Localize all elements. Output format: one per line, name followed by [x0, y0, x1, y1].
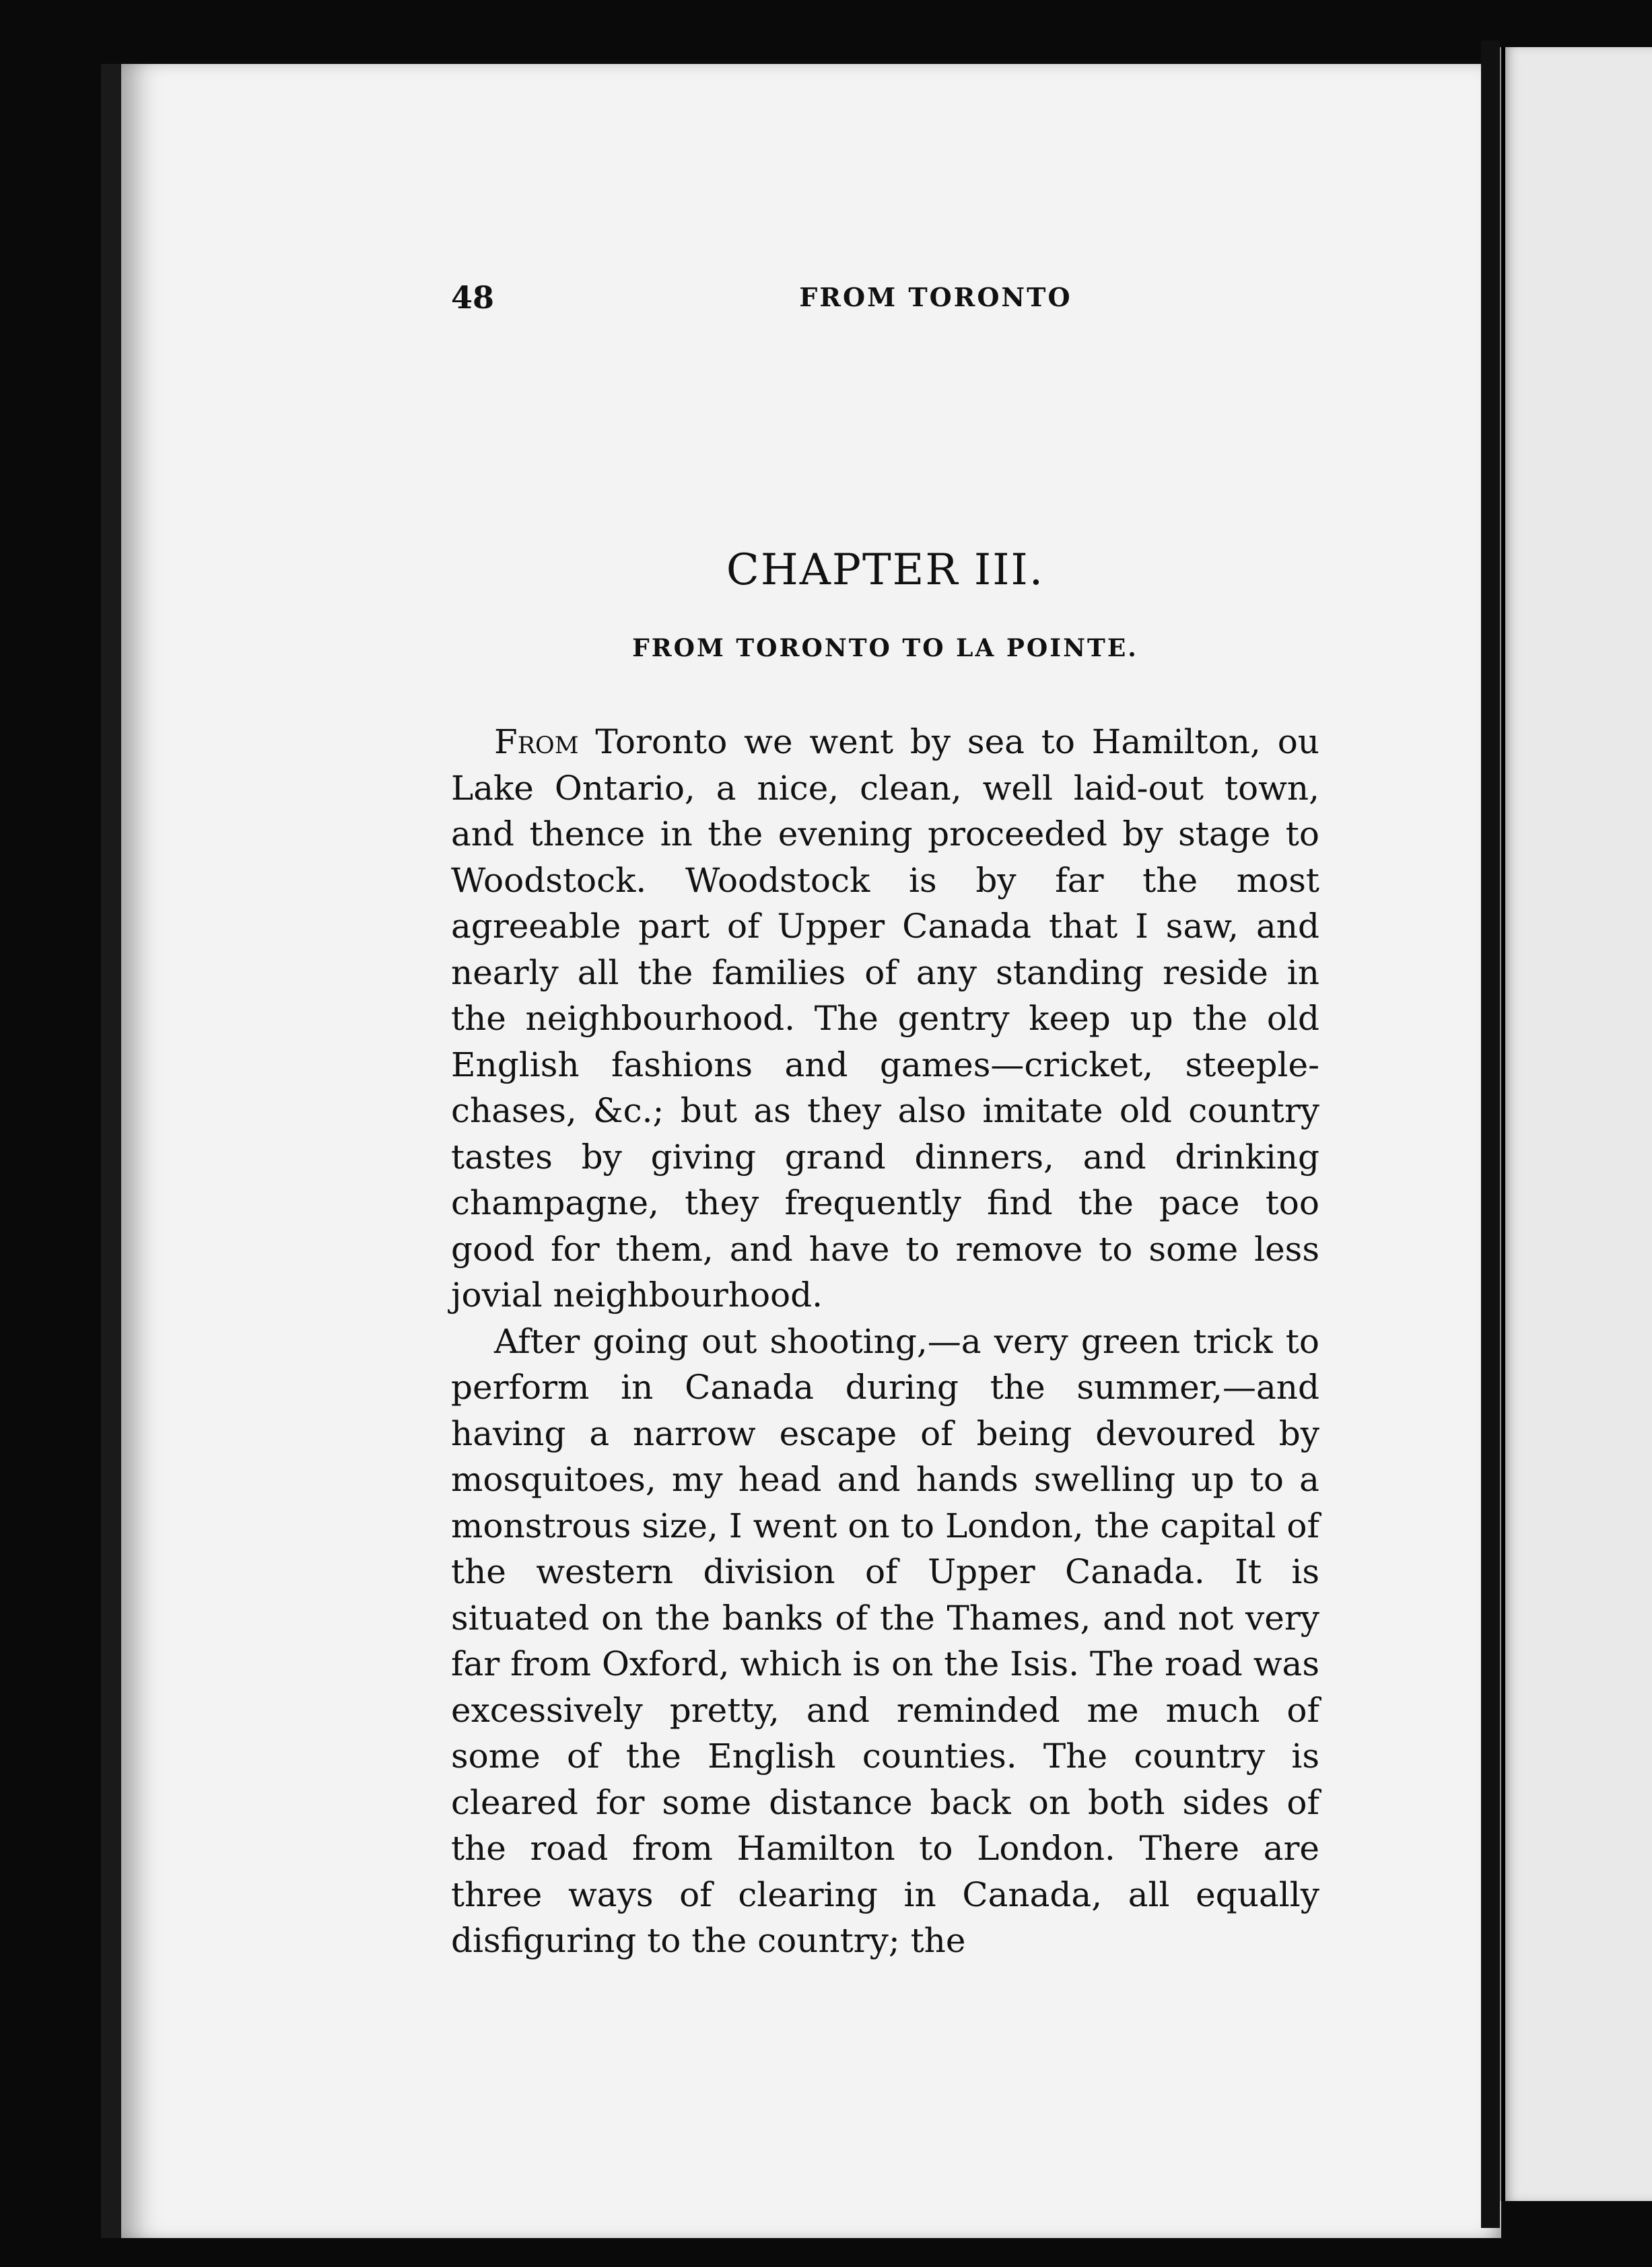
paragraph-1-text: Toronto we went by sea to Hamilton, ou Lake Ontario, a nice, clean, well laid-out town, and thence in the evening proceeded by stage to Woodstock. Woodstock is by far the most agreeable part of Upper Canada that I saw, and nearly all the families of any standing reside in the neighbourhood. The gentry keep up the old English fashions and games—cricket, steeple-chases, &c.; but as they also imitate old country tastes by giving grand dinners, and drinking champagne, they frequently find the pace too good for them, and have to remove to some less jovial neighbourhood.	[451, 722, 1319, 1315]
running-head	[451, 279, 1319, 320]
paragraph-1	[451, 719, 1319, 1319]
paragraph-2: After going out shooting,—a very green trick to perform in Canada during the summer,—and having a narrow escape of being devoured by mosquitoes, my head and hands swelling up to a monstrous size, I went on to London, the capital of the western division of Upper Canada. It is situated on the banks of the Thames, and not very far from Oxford, which is on the Isis. The road was excessively pretty, and reminded me much of some of the English counties. The country is cleared for some distance back on both sides of the road from Hamilton to London. There are three ways of clearing in Canada, all equally disfiguring to the country; the	[451, 1321, 1319, 1960]
facing-page-edge	[1500, 47, 1652, 2201]
facing-page-border	[1501, 47, 1505, 2201]
paragraph-lead-word: From	[494, 722, 579, 761]
book-gutter	[1481, 40, 1500, 2228]
running-title: FROM TORONTO	[799, 282, 1072, 312]
chapter-heading: CHAPTER III.	[726, 545, 1045, 595]
body-text	[451, 719, 1319, 1964]
chapter-subtitle: FROM TORONTO TO LA POINTE.	[632, 634, 1138, 662]
page-number: 48	[451, 279, 495, 316]
